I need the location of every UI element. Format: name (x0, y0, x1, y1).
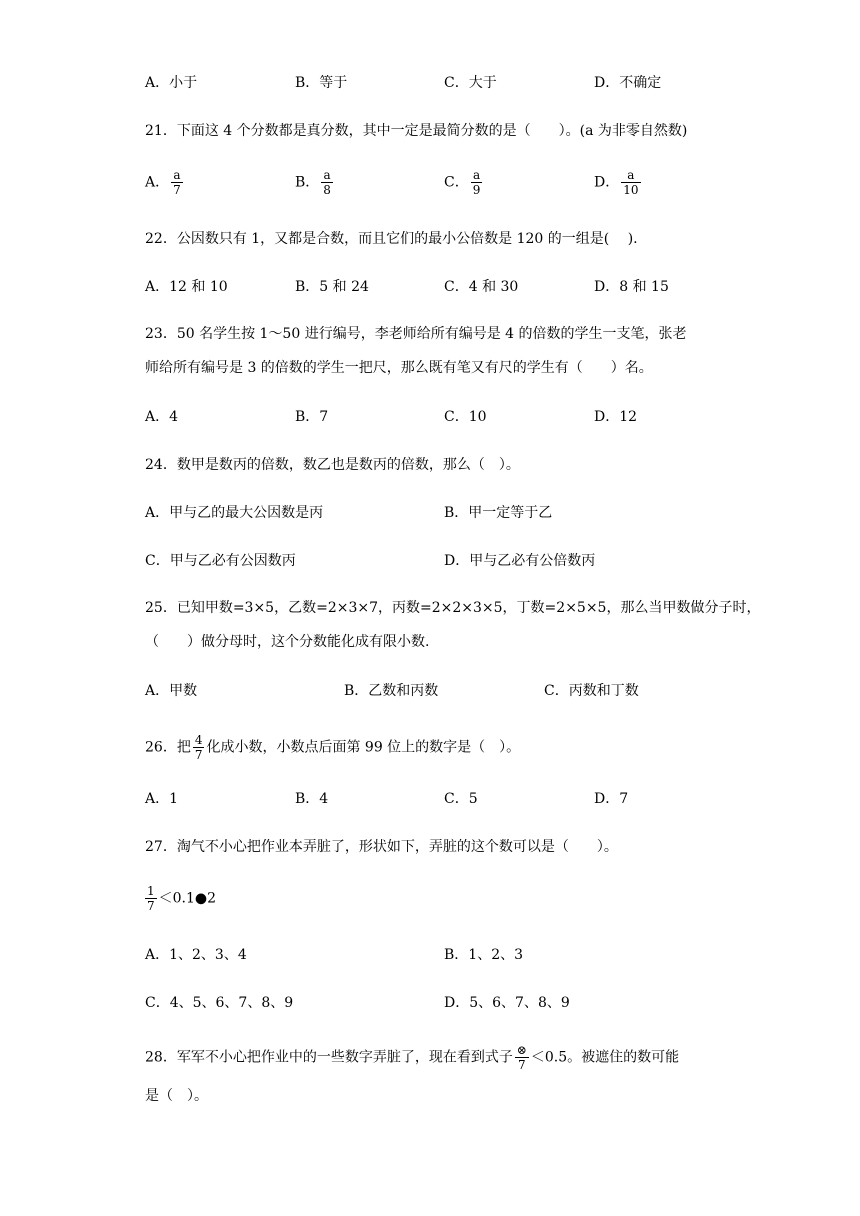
q23-option-d: D．12 (594, 409, 638, 425)
q25-option-b: B．乙数和丙数 (344, 683, 439, 699)
q20-option-c: C．大于 (444, 75, 497, 91)
q26-option-d: D．7 (594, 791, 629, 807)
q21-option-a: A． $\frac{a}{7}$ (145, 168, 181, 197)
q26-option-c: C．5 (444, 791, 478, 807)
q23-option-b: B．7 (295, 409, 329, 425)
fraction: $\frac{a}{8}$ (323, 168, 331, 197)
q22-option-d: D．8 和 15 (594, 279, 669, 295)
q27-option-a: A．1、2、3、4 (145, 947, 247, 963)
fraction: $\frac{1}{7}$ (147, 884, 155, 913)
q27-expression: $\frac{1}{7}$ ＜0.1●2 (147, 884, 217, 913)
q22-option-a: A．12 和 10 (145, 279, 228, 295)
q22-option-b: B．5 和 24 (295, 279, 369, 295)
fraction: $\frac{a}{10}$ (623, 168, 639, 197)
q28-stem-line2: 是（ ）。 (145, 1088, 208, 1104)
q23-stem-line2: 师给所有编号是 3 的倍数的学生一把尺，那么既有笔又有尺的学生有（ ）名。 (145, 360, 653, 376)
q20-option-d: D．不确定 (594, 75, 662, 91)
q26-option-b: B．4 (295, 791, 329, 807)
q24-stem: 24．数甲是数丙的倍数，数乙也是数丙的倍数，那么（ ）。 (145, 457, 520, 473)
q27-option-c: C．4、5、6、7、8、9 (145, 995, 294, 1011)
q25-option-a: A．甲数 (145, 683, 198, 699)
q25-option-c: C．丙数和丁数 (544, 683, 639, 699)
q22-option-c: C．4 和 30 (444, 279, 519, 295)
q27-option-d: D．5、6、7、8、9 (444, 995, 570, 1011)
q23-option-a: A．4 (145, 409, 179, 425)
q25-stem-line1: 25．已知甲数=3×5，乙数=2×3×7，丙数=2×2×3×5，丁数=2×5×5，那么当甲数做分子时， (145, 600, 761, 616)
q22-stem: 22．公因数只有 1，又都是合数，而且它们的最小公倍数是 120 的一组是( ). (145, 231, 638, 247)
q26-stem: 26．把 $\frac{4}{7}$ 化成小数，小数点后面第 99 位上的数字是（ ）。 (145, 733, 521, 762)
q24-option-c: C．甲与乙必有公因数丙 (145, 553, 296, 569)
q21-option-c: C． $\frac{a}{9}$ (444, 168, 481, 197)
fraction: $\frac{a}{7}$ (173, 168, 181, 197)
q21-option-d: D． $\frac{a}{10}$ (594, 168, 639, 197)
q26-option-a: A．1 (145, 791, 179, 807)
q24-option-d: D．甲与乙必有公倍数丙 (444, 553, 596, 569)
q20-option-b: B．等于 (295, 75, 348, 91)
q21-option-b: B． $\frac{a}{8}$ (295, 168, 331, 197)
q27-stem: 27．淘气不小心把作业本弄脏了，形状如下，弄脏的这个数可以是（ ）。 (145, 839, 618, 855)
q21-stem: 21．下面这 4 个分数都是真分数，其中一定是最简分数的是（ ）。(a 为非零自然数) (145, 123, 688, 139)
fraction: $\frac{\otimes}{7}$ (516, 1043, 527, 1072)
fraction: $\frac{a}{9}$ (472, 168, 481, 197)
q28-stem-line1: 28．军军不小心把作业中的一些数字弄脏了，现在看到式子 $\frac{\otimes}{7}$ ＜0.5。被遮住的数可能 (145, 1043, 680, 1072)
q24-option-a: A．甲与乙的最大公因数是丙 (145, 505, 324, 521)
q23-stem-line1: 23．50 名学生按 1～50 进行编号，李老师给所有编号是 4 的倍数的学生一支笔，张老 (145, 326, 687, 342)
q20-option-a: A．小于 (145, 75, 198, 91)
fraction: $\frac{4}{7}$ (194, 733, 203, 762)
q23-option-c: C．10 (444, 409, 487, 425)
q27-option-b: B．1、2、3 (444, 947, 524, 963)
q25-stem-line2: （ ）做分母时，这个分数能化成有限小数. (145, 634, 430, 650)
q24-option-b: B．甲一定等于乙 (444, 505, 553, 521)
